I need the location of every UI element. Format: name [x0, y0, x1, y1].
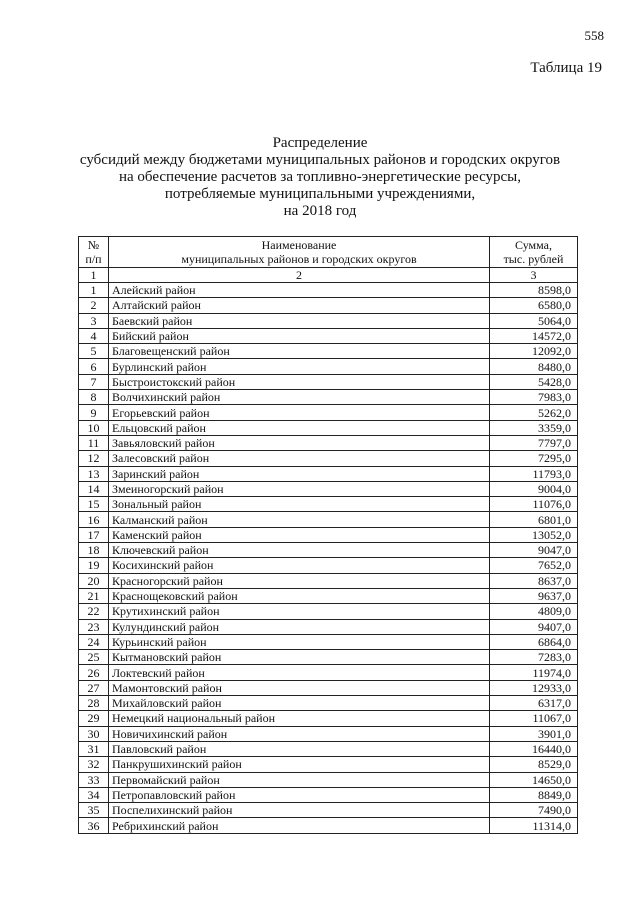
subsidy-amount: 7983,0	[490, 390, 578, 405]
subsidy-amount: 5262,0	[490, 405, 578, 420]
district-name: Ребрихинский район	[109, 818, 490, 833]
row-number: 6	[79, 359, 109, 374]
table-row	[79, 757, 578, 772]
title-line: на обеспечение расчетов за топливно-энергетические ресурсы,	[118, 169, 522, 185]
table-row	[79, 588, 578, 603]
row-number: 24	[79, 634, 109, 649]
subsidy-amount: 11076,0	[490, 497, 578, 512]
header-sum-line1: Сумма,	[515, 238, 552, 252]
district-name: Бурлинский район	[109, 359, 490, 374]
district-name: Егорьевский район	[109, 405, 490, 420]
table-row	[79, 650, 578, 665]
district-name: Кулундинский район	[109, 619, 490, 634]
row-number: 35	[79, 803, 109, 818]
table-row	[79, 283, 578, 298]
district-name: Павловский район	[109, 741, 490, 756]
subsidy-amount: 7490,0	[490, 803, 578, 818]
subsidy-amount: 9637,0	[490, 588, 578, 603]
table-row	[79, 772, 578, 787]
header-sum-line2: тыс. рублей	[503, 252, 564, 266]
subsidy-amount: 12933,0	[490, 680, 578, 695]
district-name: Краснощековский район	[109, 588, 490, 603]
subsidy-amount: 7652,0	[490, 558, 578, 573]
subsidy-amount: 9047,0	[490, 543, 578, 558]
table-row	[79, 451, 578, 466]
table-label: Таблица 19	[530, 60, 602, 76]
row-number: 28	[79, 696, 109, 711]
district-name: Мамонтовский район	[109, 680, 490, 695]
subsidy-amount: 8598,0	[490, 283, 578, 298]
subsidy-amount: 8637,0	[490, 573, 578, 588]
subsidy-amount: 16440,0	[490, 741, 578, 756]
table-row	[79, 818, 578, 833]
title-line: Распределение	[272, 135, 368, 151]
row-number: 9	[79, 405, 109, 420]
table-row	[79, 359, 578, 374]
table-row	[79, 497, 578, 512]
subsidy-amount: 7797,0	[490, 435, 578, 450]
district-name: Ельцовский район	[109, 420, 490, 435]
table-body	[79, 283, 578, 834]
row-number: 26	[79, 665, 109, 680]
subsidy-amount: 7295,0	[490, 451, 578, 466]
district-name: Петропавловский район	[109, 787, 490, 802]
row-number: 25	[79, 650, 109, 665]
row-number: 15	[79, 497, 109, 512]
row-number: 32	[79, 757, 109, 772]
district-name: Змеиногорский район	[109, 481, 490, 496]
district-name: Калманский район	[109, 512, 490, 527]
subsidy-amount: 11793,0	[490, 466, 578, 481]
column-number: 2	[109, 268, 490, 283]
subsidy-table	[78, 236, 578, 834]
subsidy-amount: 4809,0	[490, 604, 578, 619]
district-name: Залесовский район	[109, 451, 490, 466]
table-row	[79, 527, 578, 542]
header-name-line1: Наименование	[261, 238, 337, 252]
subsidy-amount: 8480,0	[490, 359, 578, 374]
district-name: Волчихинский район	[109, 390, 490, 405]
district-name: Михайловский район	[109, 696, 490, 711]
subsidy-amount: 11067,0	[490, 711, 578, 726]
subsidy-amount: 6317,0	[490, 696, 578, 711]
row-number: 12	[79, 451, 109, 466]
page-number: 558	[584, 28, 604, 43]
column-number-row	[79, 268, 578, 283]
table-header-row	[79, 237, 578, 268]
header-sum	[490, 237, 578, 268]
table-row	[79, 803, 578, 818]
row-number: 27	[79, 680, 109, 695]
table-row	[79, 435, 578, 450]
row-number: 7	[79, 374, 109, 389]
title-line: субсидий между бюджетами муниципальных районов и городских округов	[79, 152, 561, 168]
table-row	[79, 328, 578, 343]
district-name: Красногорский район	[109, 573, 490, 588]
header-name	[109, 237, 490, 268]
table-row	[79, 787, 578, 802]
subsidy-amount: 13052,0	[490, 527, 578, 542]
row-number: 2	[79, 298, 109, 313]
district-name: Крутихинский район	[109, 604, 490, 619]
row-number: 21	[79, 588, 109, 603]
district-name: Локтевский район	[109, 665, 490, 680]
table-row	[79, 512, 578, 527]
table-row	[79, 696, 578, 711]
table-row	[79, 726, 578, 741]
district-name: Каменский район	[109, 527, 490, 542]
header-name-line2: муниципальных районов и городских округов	[181, 252, 417, 266]
table-row	[79, 741, 578, 756]
row-number: 19	[79, 558, 109, 573]
table-row	[79, 573, 578, 588]
title-line: на 2018 год	[283, 203, 357, 219]
row-number: 29	[79, 711, 109, 726]
subsidy-amount: 7283,0	[490, 650, 578, 665]
row-number: 8	[79, 390, 109, 405]
subsidy-amount: 11314,0	[490, 818, 578, 833]
district-name: Быстроистокский район	[109, 374, 490, 389]
district-name: Алтайский район	[109, 298, 490, 313]
district-name: Новичихинский район	[109, 726, 490, 741]
table-row	[79, 466, 578, 481]
row-number: 13	[79, 466, 109, 481]
row-number: 20	[79, 573, 109, 588]
header-number-line1: №	[87, 238, 100, 252]
subsidy-amount: 6801,0	[490, 512, 578, 527]
subsidy-amount: 12092,0	[490, 344, 578, 359]
row-number: 33	[79, 772, 109, 787]
table-row	[79, 543, 578, 558]
table-row	[79, 558, 578, 573]
table-row	[79, 374, 578, 389]
district-name: Косихинский район	[109, 558, 490, 573]
header-number	[79, 237, 109, 268]
district-name: Первомайский район	[109, 772, 490, 787]
column-number: 1	[79, 268, 109, 283]
district-name: Благовещенский район	[109, 344, 490, 359]
table-row	[79, 680, 578, 695]
district-name: Панкрушихинский район	[109, 757, 490, 772]
district-name: Завьяловский район	[109, 435, 490, 450]
row-number: 18	[79, 543, 109, 558]
district-name: Заринский район	[109, 466, 490, 481]
subsidy-amount: 5064,0	[490, 313, 578, 328]
row-number: 30	[79, 726, 109, 741]
row-number: 16	[79, 512, 109, 527]
row-number: 10	[79, 420, 109, 435]
row-number: 31	[79, 741, 109, 756]
table-row	[79, 405, 578, 420]
row-number: 14	[79, 481, 109, 496]
document-title	[0, 135, 640, 220]
district-name: Поспелихинский район	[109, 803, 490, 818]
row-number: 34	[79, 787, 109, 802]
row-number: 3	[79, 313, 109, 328]
subsidy-amount: 3901,0	[490, 726, 578, 741]
table-row	[79, 634, 578, 649]
column-number: 3	[490, 268, 578, 283]
district-name: Кытмановский район	[109, 650, 490, 665]
table-row	[79, 619, 578, 634]
row-number: 4	[79, 328, 109, 343]
subsidy-amount: 11974,0	[490, 665, 578, 680]
table-row	[79, 344, 578, 359]
subsidy-amount: 9004,0	[490, 481, 578, 496]
district-name: Курьинский район	[109, 634, 490, 649]
row-number: 1	[79, 283, 109, 298]
district-name: Зональный район	[109, 497, 490, 512]
table-row	[79, 665, 578, 680]
district-name: Бийский район	[109, 328, 490, 343]
table-row	[79, 313, 578, 328]
title-line: потребляемые муниципальными учреждениями,	[164, 186, 476, 202]
table-row	[79, 298, 578, 313]
subsidy-amount: 8849,0	[490, 787, 578, 802]
subsidy-amount: 9407,0	[490, 619, 578, 634]
row-number: 17	[79, 527, 109, 542]
district-name: Ключевский район	[109, 543, 490, 558]
table-row	[79, 420, 578, 435]
row-number: 5	[79, 344, 109, 359]
subsidy-amount: 8529,0	[490, 757, 578, 772]
subsidy-amount: 14650,0	[490, 772, 578, 787]
district-name: Немецкий национальный район	[109, 711, 490, 726]
row-number: 22	[79, 604, 109, 619]
subsidy-amount: 14572,0	[490, 328, 578, 343]
subsidy-amount: 6864,0	[490, 634, 578, 649]
subsidy-amount: 5428,0	[490, 374, 578, 389]
table-row	[79, 390, 578, 405]
row-number: 36	[79, 818, 109, 833]
subsidy-amount: 6580,0	[490, 298, 578, 313]
header-number-line2: п/п	[85, 252, 102, 266]
table-row	[79, 481, 578, 496]
district-name: Алейский район	[109, 283, 490, 298]
table-row	[79, 604, 578, 619]
table-row	[79, 711, 578, 726]
row-number: 11	[79, 435, 109, 450]
row-number: 23	[79, 619, 109, 634]
subsidy-amount: 3359,0	[490, 420, 578, 435]
district-name: Баевский район	[109, 313, 490, 328]
